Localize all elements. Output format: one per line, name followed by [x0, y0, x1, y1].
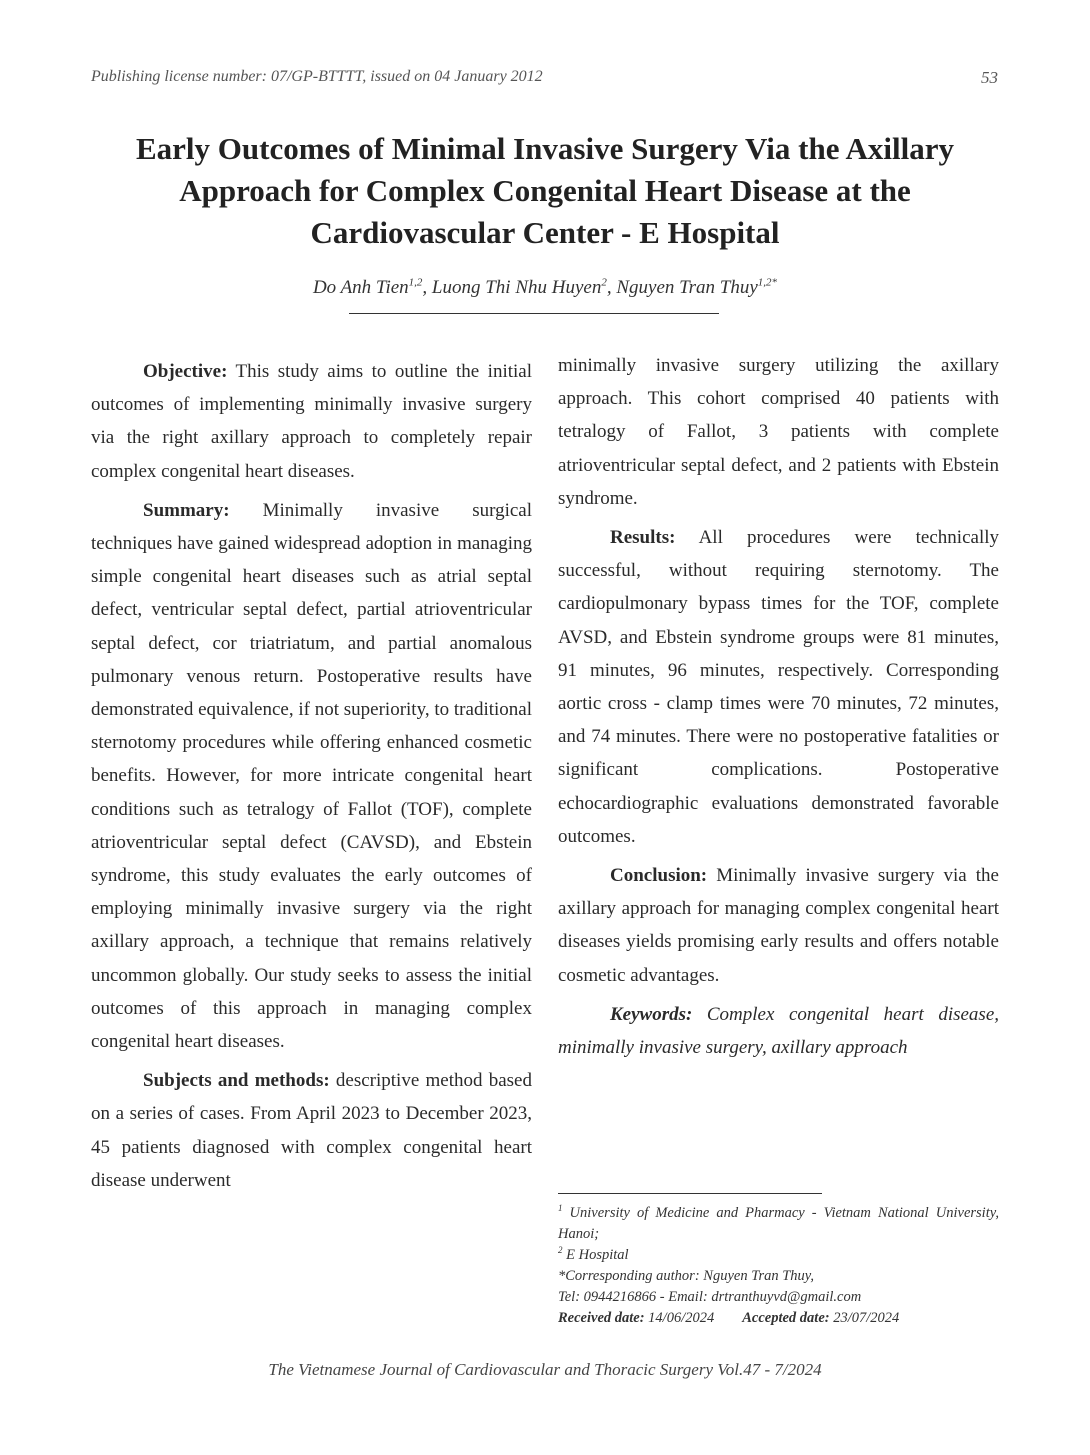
summary-paragraph: [91, 494, 532, 1058]
summary-label: Summary:: [143, 499, 230, 521]
accepted-date: 23/07/2024: [829, 1310, 900, 1326]
received-date: 14/06/2024: [644, 1310, 715, 1326]
author-affiliation-mark: 1,2: [408, 276, 423, 289]
affiliation-footnote: [558, 1203, 999, 1245]
affiliation-text: E Hospital: [562, 1247, 629, 1263]
methods-continued-paragraph: minimally invasive surgery utilizing the axillary approach. This cohort comprised 40 patients with tetralogy of Fallot, 3 patients with complete atrioventricular septal defect, and 2 patients with Ebstein syndrome.: [558, 355, 999, 509]
affiliation-mark: 2: [558, 1245, 563, 1256]
affiliation-footnote: [558, 1245, 999, 1266]
article-title: [90, 128, 1000, 254]
objective-label: Objective:: [143, 361, 228, 382]
keywords-paragraph: [558, 998, 999, 1064]
conclusion-paragraph: [558, 859, 999, 992]
author-name: Do Anh Tien: [312, 277, 409, 298]
footnote-divider: [558, 1193, 822, 1194]
results-text: All procedures were technically successful, without requiring sternotomy. The cardiopulmonary bypass times for the TOF, complete AVSD, and Ebstein syndrome groups were 81 minutes, 91 minutes, 96 minutes, respectively. Corresponding aortic cross - clamp times were 70 minutes, 72 minutes, and 74 minutes. There were no postoperative fatalities or significant complications. Postoperative echocardiographic evaluations demonstrated favorable outcomes.: [558, 527, 999, 847]
author-divider: [349, 313, 719, 314]
conclusion-label: Conclusion:: [610, 865, 708, 887]
title-line: Approach for Complex Congenital Heart Disease at the: [179, 173, 911, 208]
received-label: Received date:: [558, 1310, 645, 1326]
author-affiliation-mark: 2: [601, 276, 607, 289]
accepted-label: Accepted date:: [742, 1310, 830, 1326]
journal-footer: The Vietnamese Journal of Cardiovascular and Thoracic Surgery Vol.47 - 7/2024: [268, 1360, 822, 1379]
footnotes: [558, 1203, 999, 1329]
page-number: 53: [981, 68, 998, 87]
affiliation-text: University of Medicine and Pharmacy - Vietnam National University, Hanoi;: [558, 1205, 999, 1242]
author-list: [90, 277, 1000, 299]
keywords-text: Complex congenital heart disease, minimally invasive surgery, axillary approach: [558, 1003, 999, 1059]
author-name: Luong Thi Nhu Huyen: [431, 277, 602, 298]
dates-line: [558, 1308, 999, 1329]
summary-text: Minimally invasive surgical techniques have gained widespread adoption in managing simple congenital heart diseases such as atrial septal defect, ventricular septal defect, partial atrioventricular septal defect, cor triatriatum, and partial anomalous pulmonary venous return. Postoperative results have demonstrated equivalence, if not superiority, to traditional sternotomy procedures while offering enhanced cosmetic benefits. However, for more intricate congenital heart conditions such as tetralogy of Fallot (TOF), complete atrioventricular septal defect (CAVSD), and Ebstein syndrome, this study evaluates the early outcomes of employing minimally invasive surgery via the right axillary approach, a technique that remains relatively uncommon globally. Our study seeks to assess the initial outcomes of this approach in managing complex congenital heart diseases.: [91, 499, 532, 1053]
author-separator: ,: [422, 277, 432, 298]
contact-info: Tel: 0944216866 - Email: drtranthuyvd@gmail.com: [558, 1289, 862, 1305]
keywords-label: Keywords:: [610, 1003, 693, 1025]
running-header-license: Publishing license number: 07/GP-BTTTT, issued on 04 January 2012: [91, 68, 543, 85]
affiliation-mark: 1: [558, 1203, 563, 1214]
methods-text: descriptive method based on a series of cases. From April 2023 to December 2023, 45 patients diagnosed with complex congenital heart disease underwent: [91, 1070, 532, 1191]
author-name: Nguyen Tran Thuy: [616, 277, 758, 298]
title-line: Early Outcomes of Minimal Invasive Surgery Via the Axillary: [135, 131, 954, 166]
author-separator: ,: [606, 277, 617, 298]
title-line: Cardiovascular Center - E Hospital: [310, 215, 780, 250]
corresponding-author: *Corresponding author: Nguyen Tran Thuy,: [558, 1268, 815, 1284]
results-paragraph: [558, 521, 999, 853]
conclusion-text: Minimally invasive surgery via the axillary approach for managing complex congenital heart diseases yields promising early results and offers notable cosmetic advantages.: [558, 865, 999, 986]
results-label: Results:: [610, 527, 676, 549]
methods-label: Subjects and methods:: [143, 1070, 330, 1092]
author-affiliation-mark: 1,2*: [757, 276, 778, 289]
abstract-left-column: [91, 355, 532, 1197]
abstract-right-column: [558, 349, 999, 1064]
objective-text: This study aims to outline the initial outcomes of implementing minimally invasive surgery via the right axillary approach to completely repair complex congenital heart diseases.: [91, 361, 532, 482]
methods-paragraph: [91, 1064, 532, 1197]
objective-paragraph: [91, 355, 532, 488]
